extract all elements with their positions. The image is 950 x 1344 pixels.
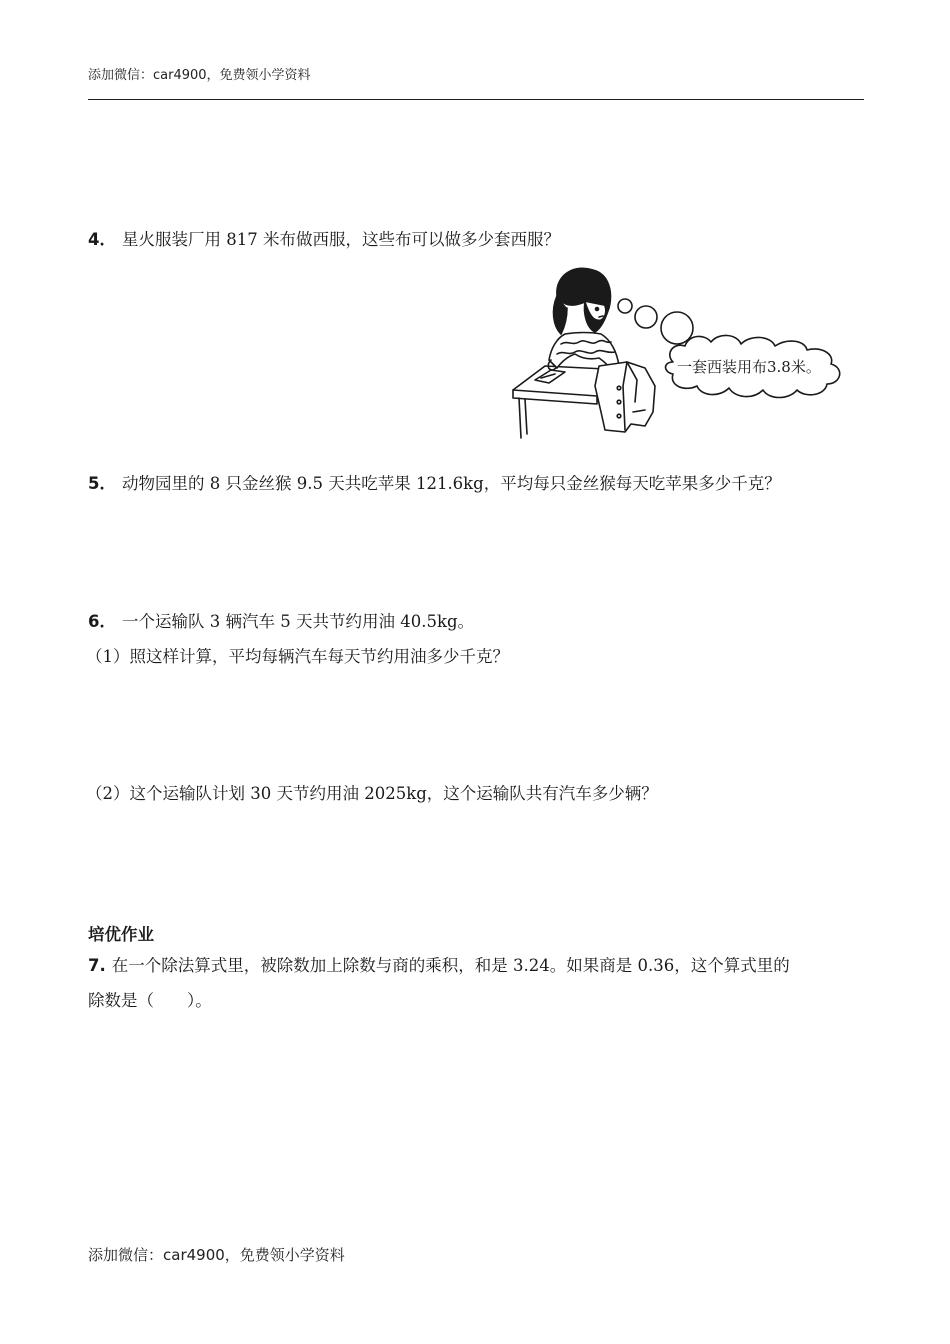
question-6-part-1: （1）照这样计算，平均每辆汽车每天节约用油多少千克？ [86, 647, 509, 666]
question-7-line-1: 在一个除法算式里，被除数加上除数与商的乘积，和是 3.24。如果商是 0.36，这个算式里的 [111, 956, 790, 975]
question-6-number: 6． [88, 612, 116, 631]
question-6-part-2: （2）这个运输队计划 30 天节约用油 2025kg，这个运输队共有汽车多少辆？ [86, 784, 658, 803]
question-6 [88, 611, 474, 633]
question-4-number: 4． [88, 230, 116, 249]
question-7-line-2: 除数是（ ）。 [88, 991, 212, 1010]
question-4 [88, 229, 560, 251]
header-divider [88, 99, 864, 100]
question-5-text: 动物园里的 8 只金丝猴 9.5 天共吃苹果 121.6kg，平均每只金丝猴每天吃苹果多少千克？ [121, 474, 781, 493]
question-7-number: 7. [88, 956, 106, 975]
header-text: 添加微信：car4900，免费领小学资料 [88, 68, 311, 83]
question-7 [88, 955, 790, 977]
section-heading: 培优作业 [88, 925, 154, 944]
thought-bubble-text: 一套西装用布3.8米。 [677, 358, 821, 376]
question-5-number: 5． [88, 474, 116, 493]
footer-text: 添加微信：car4900，免费领小学资料 [88, 1246, 345, 1264]
question-6-text: 一个运输队 3 辆汽车 5 天共节约用油 40.5kg。 [121, 612, 475, 631]
tailor-girl-illustration [505, 262, 865, 442]
question-4-text: 星火服装厂用 817 米布做西服，这些布可以做多少套西服？ [121, 230, 560, 249]
question-5 [88, 473, 781, 495]
